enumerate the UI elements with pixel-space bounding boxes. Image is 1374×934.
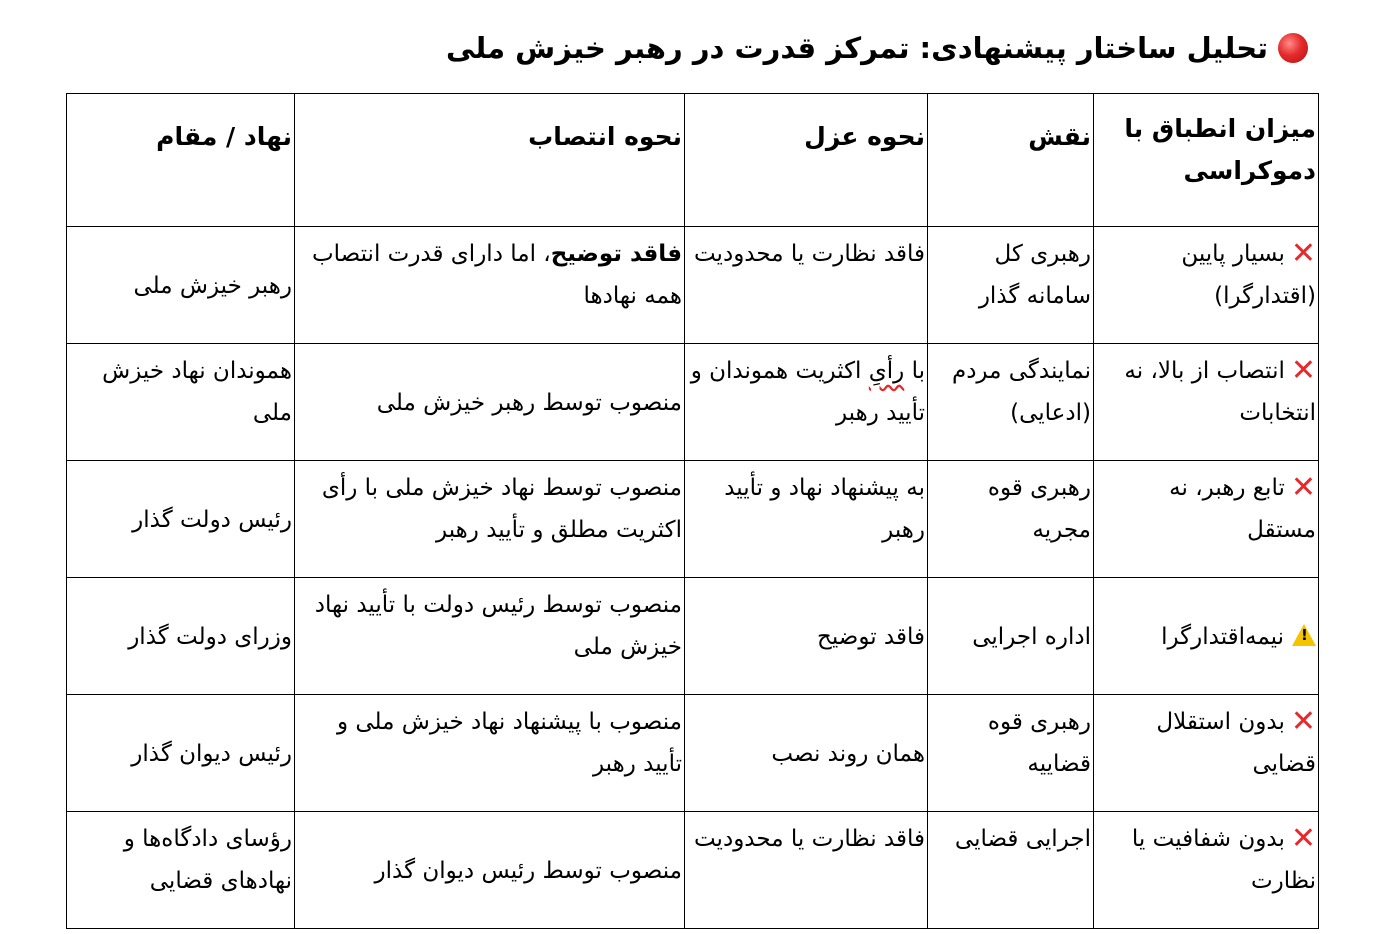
cell-democracy <box>1094 695 1319 812</box>
democracy-text: بدون استقلال قضایی <box>1156 709 1316 777</box>
cross-icon: ✕ <box>1290 704 1316 739</box>
cross-icon: ✕ <box>1290 470 1316 505</box>
table-row <box>67 344 1319 461</box>
democracy-text: بسیار پایین (اقتدارگرا) <box>1181 241 1316 309</box>
cell-democracy <box>1094 812 1319 929</box>
cell-role: رهبری قوه قضاییه <box>928 695 1094 812</box>
cell-institution: هموندان نهاد خیزش ملی <box>67 344 295 461</box>
cell-institution: وزرای دولت گذار <box>67 578 295 695</box>
cell-institution: رئیس دیوان گذار <box>67 695 295 812</box>
democracy-text: تابع رهبر، نه مستقل <box>1169 475 1316 543</box>
header-democracy: میزان انطباق با دموکراسی <box>1094 94 1319 227</box>
warning-icon <box>1292 624 1316 646</box>
democracy-text: نیمه‌اقتدارگرا <box>1161 624 1284 650</box>
cell-dismissal: فاقد نظارت یا محدودیت <box>685 227 928 344</box>
cell-appointment: منصوب توسط نهاد خیزش ملی با رأی اکثریت مطلق و تأیید رهبر <box>295 461 685 578</box>
table-row <box>67 461 1319 578</box>
cross-icon: ✕ <box>1290 821 1316 856</box>
appointment-text: ، اما دارای قدرت انتصاب همه نهادها <box>312 241 682 309</box>
page-title-text: تحلیل ساختار پیشنهادی: تمرکز قدرت در رهبر خیزش ملی <box>445 31 1268 65</box>
cell-dismissal: فاقد توضیح <box>685 578 928 695</box>
cell-dismissal: فاقد نظارت یا محدودیت <box>685 812 928 929</box>
table-header-row <box>67 94 1319 227</box>
table-row <box>67 812 1319 929</box>
cell-democracy <box>1094 461 1319 578</box>
cell-appointment: منصوب با پیشنهاد نهاد خیزش ملی و تأیید رهبر <box>295 695 685 812</box>
red-circle-icon <box>1278 33 1308 63</box>
cell-role: رهبری کل سامانه گذار <box>928 227 1094 344</box>
cell-democracy <box>1094 344 1319 461</box>
cell-role: اجرایی قضایی <box>928 812 1094 929</box>
cell-appointment: منصوب توسط رئیس دولت با تأیید نهاد خیزش ملی <box>295 578 685 695</box>
cell-role: اداره اجرایی <box>928 578 1094 695</box>
democracy-text: انتصاب از بالا، نه انتخابات <box>1124 358 1316 426</box>
cell-dismissal: همان روند نصب <box>685 695 928 812</box>
header-role: نقش <box>928 94 1094 227</box>
table-row <box>67 695 1319 812</box>
comparison-table <box>66 93 1319 929</box>
cell-appointment: منصوب توسط رهبر خیزش ملی <box>295 344 685 461</box>
cell-role: نمایندگی مردم (ادعایی) <box>928 344 1094 461</box>
cell-democracy <box>1094 227 1319 344</box>
cell-role: رهبری قوه مجریه <box>928 461 1094 578</box>
cell-dismissal <box>685 344 928 461</box>
cell-appointment: منصوب توسط رئیس دیوان گذار <box>295 812 685 929</box>
democracy-text: بدون شفافیت یا نظارت <box>1131 826 1316 894</box>
cross-icon: ✕ <box>1290 353 1316 388</box>
appointment-bold-text: فاقد توضیح <box>550 241 682 267</box>
cell-democracy <box>1094 578 1319 695</box>
cell-appointment <box>295 227 685 344</box>
cross-icon: ✕ <box>1290 236 1316 271</box>
cell-institution: رهبر خیزش ملی <box>67 227 295 344</box>
cell-institution: رؤسای دادگاه‌ها و نهادهای قضایی <box>67 812 295 929</box>
header-institution: نهاد / مقام <box>67 94 295 227</box>
header-appointment: نحوه انتصاب <box>295 94 685 227</box>
header-dismissal: نحوه عزل <box>685 94 928 227</box>
dismissal-text: اکثریت هموندان و تأیید رهبر <box>690 358 925 426</box>
page-title <box>446 28 1308 68</box>
cell-institution: رئیس دولت گذار <box>67 461 295 578</box>
table-row <box>67 578 1319 695</box>
dismissal-squiggle-text: رأیِ <box>868 358 905 384</box>
table-row <box>67 227 1319 344</box>
dismissal-pre-text: با <box>904 358 925 384</box>
cell-dismissal: به پیشنهاد نهاد و تأیید رهبر <box>685 461 928 578</box>
